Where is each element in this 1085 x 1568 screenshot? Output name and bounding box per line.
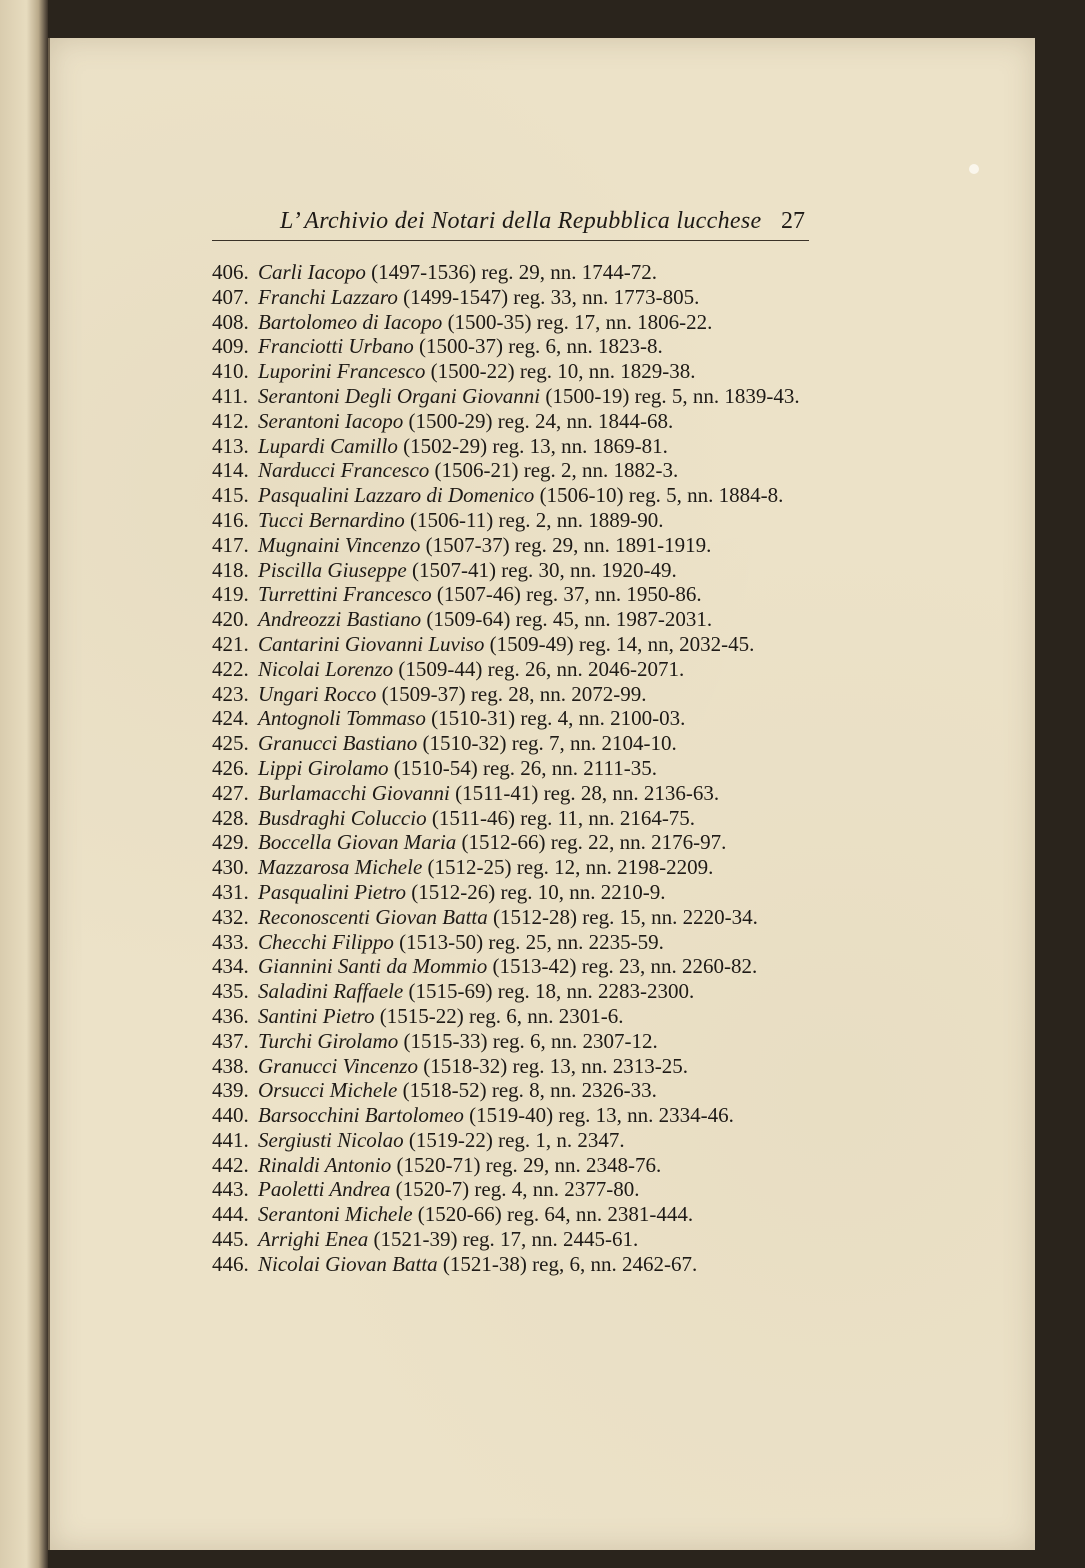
entry-details: (1518-52) reg. 8, nn. 2326-33.: [402, 1078, 657, 1103]
entry-details: (1512-25) reg. 12, nn. 2198-2209.: [427, 855, 714, 880]
list-item: [212, 334, 832, 359]
entry-details: (1512-28) reg. 15, nn. 2220-34.: [493, 904, 758, 929]
entry-number: 415.: [212, 483, 249, 508]
notary-name: Franchi Lazzaro: [258, 284, 398, 309]
notary-name: Paoletti Andrea: [258, 1177, 391, 1202]
notary-name: Burlamacchi Giovanni: [258, 780, 450, 805]
entry-details: (1509-37) reg. 28, nn. 2072-99.: [381, 681, 647, 706]
list-item: [212, 1153, 832, 1178]
entry-number: 412.: [212, 408, 249, 433]
left-page-edge: [0, 0, 48, 1568]
entry-number: 416.: [212, 507, 249, 532]
entry-number: 422.: [212, 656, 249, 681]
entry-number: 435.: [212, 979, 249, 1004]
entry-details: (1511-41) reg. 28, nn. 2136-63.: [455, 780, 720, 805]
list-item: [212, 285, 832, 310]
list-item: [212, 706, 832, 731]
notary-name: Turrettini Francesco: [258, 582, 432, 607]
notary-name: Luporini Francesco: [258, 359, 426, 384]
entry-details: (1500-19) reg. 5, nn. 1839-43.: [545, 383, 800, 408]
entry-details: (1510-54) reg. 26, nn. 2111-35.: [393, 755, 657, 780]
entry-details: (1509-44) reg. 26, nn. 2046-2071.: [398, 656, 685, 681]
entry-number: 423.: [212, 681, 249, 706]
entry-number: 437.: [212, 1028, 249, 1053]
header-title: L’ Archivio dei Notari della Repubblica lucchese: [280, 208, 762, 234]
list-item: [212, 1202, 832, 1227]
list-item: [212, 1029, 832, 1054]
entry-details: (1520-66) reg. 64, nn. 2381-444.: [417, 1202, 694, 1227]
entry-number: 414.: [212, 458, 249, 483]
entry-details: (1506-11) reg. 2, nn. 1889-90.: [410, 507, 664, 532]
list-item: [212, 905, 832, 930]
entry-details: (1510-31) reg. 4, nn. 2100-03.: [431, 706, 686, 731]
list-item: [212, 1054, 832, 1079]
entry-number: 429.: [212, 830, 249, 855]
entry-number: 441.: [212, 1127, 249, 1152]
entry-number: 430.: [212, 855, 249, 880]
entry-number: 413.: [212, 433, 249, 458]
entry-details: (1519-22) reg. 1, n. 2347.: [408, 1127, 625, 1152]
notary-name: Carli Iacopo: [258, 260, 366, 284]
entry-details: (1521-39) reg. 17, nn. 2445-61.: [373, 1227, 639, 1252]
entry-details: (1512-66) reg. 22, nn. 2176-97.: [461, 830, 727, 855]
list-item: [212, 930, 832, 955]
notary-name: Barsocchini Bartolomeo: [258, 1103, 464, 1128]
entry-number: 436.: [212, 1003, 249, 1028]
notary-name: Antognoli Tommaso: [258, 706, 426, 731]
entry-details: (1502-29) reg. 13, nn. 1869-81.: [403, 433, 668, 458]
notary-name: Tucci Bernardino: [258, 507, 405, 532]
list-item: [212, 979, 832, 1004]
entry-number: 424.: [212, 706, 249, 731]
entry-details: (1519-40) reg. 13, nn. 2334-46.: [469, 1103, 734, 1128]
entry-number: 439.: [212, 1078, 249, 1103]
entry-number: 442.: [212, 1152, 249, 1177]
paper-speck: [969, 164, 979, 174]
entry-details: (1507-46) reg. 37, nn. 1950-86.: [436, 582, 702, 607]
notary-list: [212, 260, 832, 1277]
list-item: [212, 632, 832, 657]
entry-number: 426.: [212, 755, 249, 780]
entry-details: (1507-41) reg. 30, nn. 1920-49.: [411, 557, 677, 582]
notary-name: Granucci Bastiano: [258, 731, 418, 756]
notary-name: Santini Pietro: [258, 1003, 375, 1028]
notary-name: Orsucci Michele: [258, 1078, 398, 1103]
notary-name: Busdraghi Coluccio: [258, 805, 427, 830]
page-number: 27: [781, 208, 805, 234]
list-item: [212, 1128, 832, 1153]
list-item: [212, 384, 832, 409]
list-item: [212, 830, 832, 855]
entry-details: (1513-50) reg. 25, nn. 2235-59.: [399, 929, 664, 954]
list-item: [212, 855, 832, 880]
notary-name: Lupardi Camillo: [258, 433, 398, 458]
entry-number: 443.: [212, 1177, 249, 1202]
entry-number: 409.: [212, 334, 249, 359]
entry-details: (1511-46) reg. 11, nn. 2164-75.: [431, 805, 696, 830]
notary-name: Pasqualini Lazzaro di Domenico: [258, 483, 535, 508]
entry-details: (1499-1547) reg. 33, nn. 1773-805.: [403, 284, 700, 309]
list-item: [212, 310, 832, 335]
list-item: [212, 359, 832, 384]
notary-name: Nicolai Lorenzo: [258, 656, 394, 681]
entry-number: 433.: [212, 929, 249, 954]
list-item: [212, 954, 832, 979]
entry-details: (1512-26) reg. 10, nn. 2210-9.: [411, 879, 666, 904]
notary-name: Granucci Vincenzo: [258, 1053, 418, 1078]
entry-number: 425.: [212, 731, 249, 756]
notary-name: Rinaldi Antonio: [258, 1152, 392, 1177]
entry-details: (1513-42) reg. 23, nn. 2260-82.: [492, 954, 758, 979]
entry-details: (1510-32) reg. 7, nn. 2104-10.: [422, 731, 677, 756]
list-item: [212, 533, 832, 558]
entry-number: 431.: [212, 879, 249, 904]
notary-name: Franciotti Urbano: [258, 334, 414, 359]
notary-name: Bartolomeo di Iacopo: [258, 309, 443, 334]
entry-number: 407.: [212, 284, 249, 309]
list-item: [212, 409, 832, 434]
entry-details: (1515-69) reg. 18, nn. 2283-2300.: [408, 979, 695, 1004]
entry-number: 434.: [212, 954, 249, 979]
list-item: [212, 1004, 832, 1029]
entry-number: 418.: [212, 557, 249, 582]
entry-details: (1520-71) reg. 29, nn. 2348-76.: [396, 1152, 662, 1177]
notary-name: Nicolai Giovan Batta: [258, 1251, 438, 1276]
list-item: [212, 781, 832, 806]
notary-name: Boccella Giovan Maria: [258, 830, 457, 855]
list-item: [212, 806, 832, 831]
entry-number: 440.: [212, 1103, 249, 1128]
notary-name: Checchi Filippo: [258, 929, 394, 954]
list-item: [212, 582, 832, 607]
entry-number: 408.: [212, 309, 249, 334]
entry-details: (1506-10) reg. 5, nn. 1884-8.: [539, 483, 784, 508]
entry-number: 410.: [212, 359, 249, 384]
entry-details: (1500-37) reg. 6, nn. 1823-8.: [419, 334, 663, 359]
entry-number: 427.: [212, 780, 249, 805]
entry-number: 446.: [212, 1251, 249, 1276]
notary-name: Andreozzi Bastiano: [258, 607, 422, 632]
entry-number: 428.: [212, 805, 249, 830]
entry-details: (1507-37) reg. 29, nn. 1891-1919.: [425, 532, 712, 557]
list-item: [212, 731, 832, 756]
entry-details: (1497-1536) reg. 29, nn. 1744-72.: [371, 260, 657, 284]
list-item: [212, 260, 832, 285]
list-item: [212, 1227, 832, 1252]
notary-name: Saladini Raffaele: [258, 979, 404, 1004]
notary-name: Serantoni Michele: [258, 1202, 413, 1227]
notary-name: Mugnaini Vincenzo: [258, 532, 421, 557]
notary-name: Lippi Girolamo: [258, 755, 389, 780]
notary-name: Arrighi Enea: [258, 1227, 369, 1252]
notary-name: Ungari Rocco: [258, 681, 377, 706]
list-item: [212, 756, 832, 781]
list-item: [212, 1078, 832, 1103]
notary-name: Mazzarosa Michele: [258, 855, 423, 880]
list-item: [212, 1177, 832, 1202]
list-item: [212, 657, 832, 682]
entry-details: (1509-64) reg. 45, nn. 1987-2031.: [426, 607, 713, 632]
notary-name: Pasqualini Pietro: [258, 879, 406, 904]
entry-details: (1500-35) reg. 17, nn. 1806-22.: [447, 309, 713, 334]
entry-details: (1515-22) reg. 6, nn. 2301-6.: [379, 1003, 624, 1028]
notary-name: Sergiusti Nicolao: [258, 1127, 404, 1152]
entry-number: 419.: [212, 582, 249, 607]
entry-number: 411.: [212, 383, 248, 408]
entry-details: (1518-32) reg. 13, nn. 2313-25.: [423, 1053, 689, 1078]
entry-details: (1521-38) reg, 6, nn. 2462-67.: [442, 1251, 698, 1276]
list-item: [212, 682, 832, 707]
notary-name: Narducci Francesco: [258, 458, 430, 483]
notary-name: Serantoni Degli Organi Giovanni: [258, 383, 541, 408]
notary-name: Piscilla Giuseppe: [258, 557, 407, 582]
entry-number: 445.: [212, 1227, 249, 1252]
entry-number: 421.: [212, 631, 249, 656]
list-item: [212, 1103, 832, 1128]
notary-name: Reconoscenti Giovan Batta: [258, 904, 488, 929]
entry-details: (1509-49) reg. 14, nn, 2032-45.: [489, 631, 755, 656]
entry-details: (1500-22) reg. 10, nn. 1829-38.: [430, 359, 696, 384]
entry-number: 432.: [212, 904, 249, 929]
list-item: [212, 558, 832, 583]
notary-name: Serantoni Iacopo: [258, 408, 404, 433]
notary-name: Turchi Girolamo: [258, 1028, 399, 1053]
entry-number: 417.: [212, 532, 249, 557]
entry-number: 420.: [212, 607, 249, 632]
list-item: [212, 483, 832, 508]
list-item: [212, 880, 832, 905]
list-item: [212, 1252, 832, 1277]
entry-number: 438.: [212, 1053, 249, 1078]
entry-number: 444.: [212, 1202, 249, 1227]
notary-name: Cantarini Giovanni Luviso: [258, 631, 485, 656]
entry-details: (1515-33) reg. 6, nn. 2307-12.: [403, 1028, 658, 1053]
entry-details: (1506-21) reg. 2, nn. 1882-3.: [434, 458, 679, 483]
entry-details: (1500-29) reg. 24, nn. 1844-68.: [408, 408, 674, 433]
list-item: [212, 458, 832, 483]
list-item: [212, 508, 832, 533]
list-item: [212, 607, 832, 632]
running-header: [212, 208, 809, 241]
notary-name: Giannini Santi da Mommio: [258, 954, 488, 979]
entry-details: (1520-7) reg. 4, nn. 2377-80.: [395, 1177, 640, 1202]
entry-number: 406.: [212, 260, 249, 284]
list-item: [212, 434, 832, 459]
